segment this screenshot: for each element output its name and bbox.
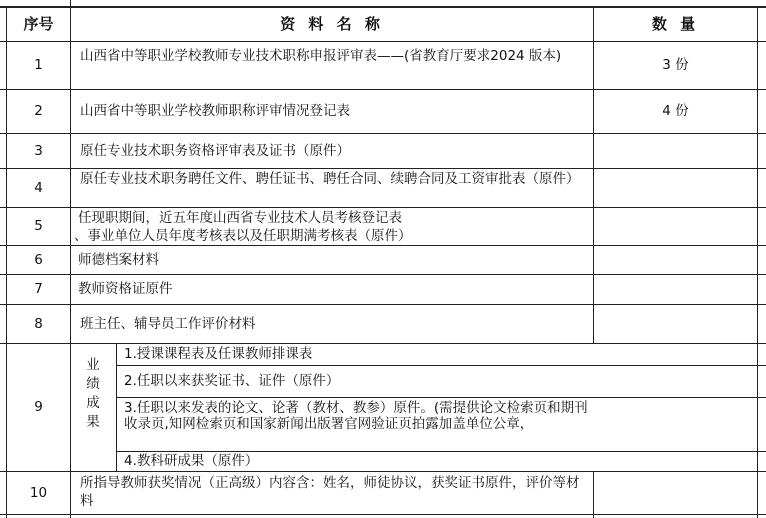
row-3-no: 3 bbox=[34, 142, 43, 159]
row-5-name-line2: 、事业单位人员年度考核表以及任职期满考核表（原件） bbox=[74, 228, 412, 244]
row-1-no: 1 bbox=[34, 57, 43, 73]
row-2-name: 山西省中等职业学校教师职称评审情况登记表 bbox=[80, 103, 350, 119]
row-2-qty: 4 份 bbox=[662, 103, 689, 119]
column-divider bbox=[116, 343, 117, 471]
row-3-name: 原任专业技术职务资格评审表及证书（原件） bbox=[80, 142, 350, 159]
row-divider bbox=[0, 471, 766, 472]
row-divider bbox=[0, 207, 766, 208]
category-char: 绩 bbox=[86, 376, 100, 392]
header-name: 资 料 名 称 bbox=[280, 15, 384, 33]
row-5-no: 5 bbox=[34, 218, 43, 234]
row-9-subitem-4: 4.教科研成果（原件） bbox=[124, 453, 259, 469]
row-6-no: 6 bbox=[34, 251, 43, 268]
table-border-right bbox=[757, 6, 758, 518]
row-9-subitem-1: 1.授课课程表及任课教师排课表 bbox=[124, 346, 313, 362]
row-9-subitem-3: 3.任职以来发表的论文、论著（教材、教参）原件。(需提供论文检索页和期刊收录页,知网检索页和国家新闻出版署官网验证页拍露加盖单位公章， bbox=[124, 400, 588, 432]
row-1-name: 山西省中等职业学校教师专业技术职称申报评审表——(省教育厅要求2024 版本) bbox=[80, 48, 562, 64]
row-5-name-line1: 任现职期间，近五年度山西省专业技术人员考核登记表 bbox=[78, 210, 402, 226]
row-9-no: 9 bbox=[34, 399, 43, 415]
header-no: 序号 bbox=[23, 15, 54, 33]
subrow-divider bbox=[116, 397, 766, 398]
row-4-no: 4 bbox=[34, 179, 43, 196]
row-7-name: 教师资格证原件 bbox=[78, 281, 173, 297]
row-4-name: 原任专业技术职务聘任文件、聘任证书、聘任合同、续聘合同及工资审批表（原件） bbox=[80, 171, 580, 187]
row-9-subitem-2: 2.任职以来获奖证书、证件（原件） bbox=[124, 373, 340, 389]
category-char: 成 bbox=[86, 395, 100, 411]
row-9-category bbox=[84, 356, 102, 436]
row-divider bbox=[0, 168, 766, 169]
column-divider bbox=[70, 0, 71, 518]
row-6-name: 师德档案材料 bbox=[78, 251, 159, 268]
row-1-qty: 3 份 bbox=[662, 57, 689, 73]
row-10-name: 所指导教师获奖情况（正高级）内容含：姓名，师徒协议，获奖证书原件，评价等材料 bbox=[80, 475, 580, 509]
row-7-no: 7 bbox=[34, 281, 43, 297]
row-10-no: 10 bbox=[29, 484, 48, 501]
row-2-no: 2 bbox=[34, 103, 43, 119]
header-qty: 数 量 bbox=[651, 15, 700, 33]
row-8-no: 8 bbox=[34, 315, 43, 332]
column-divider bbox=[593, 471, 594, 518]
row-8-name: 班主任、辅导员工作评价材料 bbox=[80, 315, 256, 332]
row-divider bbox=[0, 514, 766, 515]
category-char: 业 bbox=[86, 357, 100, 373]
category-char: 果 bbox=[86, 414, 100, 430]
